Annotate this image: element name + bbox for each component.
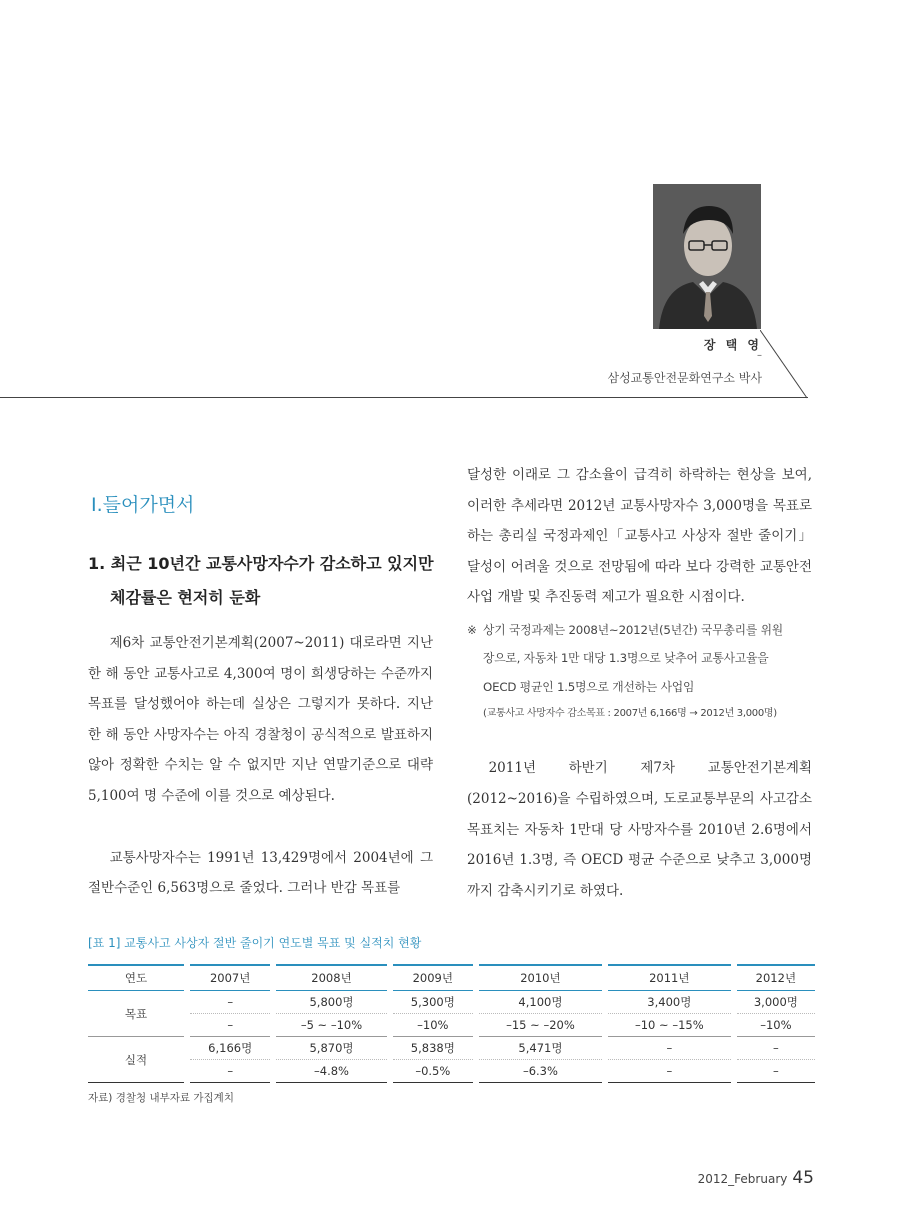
note-mark: ※: [467, 622, 477, 637]
table-header-cell: 2007년: [187, 965, 273, 991]
table-cell: 3,400명: [605, 991, 734, 1014]
table-header-cell: 2011년: [605, 965, 734, 991]
table-row: [88, 1037, 815, 1060]
table-row: [88, 1060, 815, 1083]
subsection-heading-line2: 체감률은 현저히 둔화: [110, 588, 261, 607]
table-cell: –: [605, 1037, 734, 1060]
note-line-1: 상기 국정과제는 2008년~2012년(5년간) 국무총리를 위원: [483, 622, 783, 637]
table-cell: –10%: [734, 1014, 815, 1037]
note-line-3: OECD 평균인 1.5명으로 개선하는 사업임: [483, 679, 695, 694]
table-cell: 5,870명: [273, 1037, 389, 1060]
table-cell: 6,166명: [187, 1037, 273, 1060]
page-footer: [698, 1168, 814, 1188]
table-header-cell: 2012년: [734, 965, 815, 991]
table-cell: 5,300명: [390, 991, 476, 1014]
table-cell: 5,800명: [273, 991, 389, 1014]
header-slant-line: [760, 330, 812, 400]
table-source: 자료) 경찰청 내부자료 가집계치: [88, 1092, 234, 1104]
table-row: [88, 1014, 815, 1037]
right-paragraph-1: 달성한 이래로 그 감소율이 급격히 하락하는 현상을 보여, 이러한 추세라면 2012년 교통사망자수 3,000명을 목표로 하는 총리실 국정과제인「교통사고 사상자 절반 줄이기」달성이 어려울 것으로 전망됨에 따라 보다 강력한 교통안전사업 개발 및 추진동력 제고가 필요한 시점이다.: [467, 467, 812, 606]
goal-table: [88, 964, 815, 1083]
table-cell: –: [734, 1037, 815, 1060]
left-paragraph-2: 교통사망자수는 1991년 13,429명에서 2004년에 그 절반수준인 6,563명으로 줄었다. 그러나 반감 목표를: [88, 849, 433, 897]
table-row: [88, 991, 815, 1014]
left-paragraph-1: 제6차 교통안전기본계획(2007~2011) 대로라면 지난 한 해 동안 교통사고로 4,300여 명이 희생당하는 수준까지 목표를 달성했어야 하는데 실상은 그렇지가 못하다. 지난 한 해 동안 사망자수는 아직 경찰청이 공식적으로 발표하지 않아 정확한 수치는 알 수 없지만 지난 연말기준으로 대략 5,100여 명 수준에 이를 것으로 예상된다.: [88, 635, 433, 804]
table-cell: –0.5%: [390, 1060, 476, 1083]
issue-label: 2012_February: [697, 1172, 788, 1186]
table-cell: –10%: [390, 1014, 476, 1037]
table-header-cell: 2010년: [476, 965, 605, 991]
table-header-cell: 연도: [88, 965, 187, 991]
subsection-heading: [88, 547, 448, 615]
note-sub: (교통사고 사망자수 감소목표 : 2007년 6,166명 → 2012년 3,000명): [483, 708, 777, 720]
table-header-cell: 2008년: [273, 965, 389, 991]
right-paragraph-2: 2011년 하반기 제7차 교통안전기본계획(2012~2016)을 수립하였으며, 도로교통부문의 사고감소 목표치는 자동차 1만대 당 사망자수를 2010년 2.6명에서 2016년 1.3명, 즉 OECD 평균 수준으로 낮추고 3,000명까지 감축시키기로 하였다.: [467, 760, 812, 899]
table-cell: 4,100명: [476, 991, 605, 1014]
table-caption: [표 1] 교통사고 사상자 절반 줄이기 연도별 목표 및 실적치 현황: [88, 936, 422, 950]
note-line-2: 장으로, 자동차 1만 대당 1.3명으로 낮추어 교통사고율을: [483, 651, 769, 666]
page-number: 45: [792, 1168, 814, 1188]
table-cell: –: [187, 991, 273, 1014]
author-affiliation: 삼성교통안전문화연구소 박사: [607, 371, 762, 385]
table-cell: –: [187, 1060, 273, 1083]
table-cell: –6.3%: [476, 1060, 605, 1083]
table-cell: 5,838명: [390, 1037, 476, 1060]
author-dash: –: [757, 350, 762, 361]
left-column: [88, 628, 433, 935]
table-cell: –: [734, 1060, 815, 1083]
header-rule: [0, 397, 808, 398]
table-cell: –: [605, 1060, 734, 1083]
subsection-heading-line1: 1. 최근 10년간 교통사망자수가 감소하고 있지만: [88, 554, 434, 573]
table-cell: 3,000명: [734, 991, 815, 1014]
table-cell: 5,471명: [476, 1037, 605, 1060]
author-photo: [653, 184, 761, 329]
right-column: [467, 460, 812, 937]
author-name: 장 택 영: [703, 338, 762, 352]
table-header-row: [88, 965, 815, 991]
row-label-actual: 실적: [88, 1037, 187, 1083]
table-header-cell: 2009년: [390, 965, 476, 991]
table-cell: –4.8%: [273, 1060, 389, 1083]
footnote: [467, 616, 812, 702]
table-cell: –: [187, 1014, 273, 1037]
row-label-goal: 목표: [88, 991, 187, 1037]
section-heading: Ⅰ.들어가면서: [91, 494, 195, 516]
table-cell: –5 ~ –10%: [273, 1014, 389, 1037]
table-cell: –15 ~ –20%: [476, 1014, 605, 1037]
table-cell: –10 ~ –15%: [605, 1014, 734, 1037]
